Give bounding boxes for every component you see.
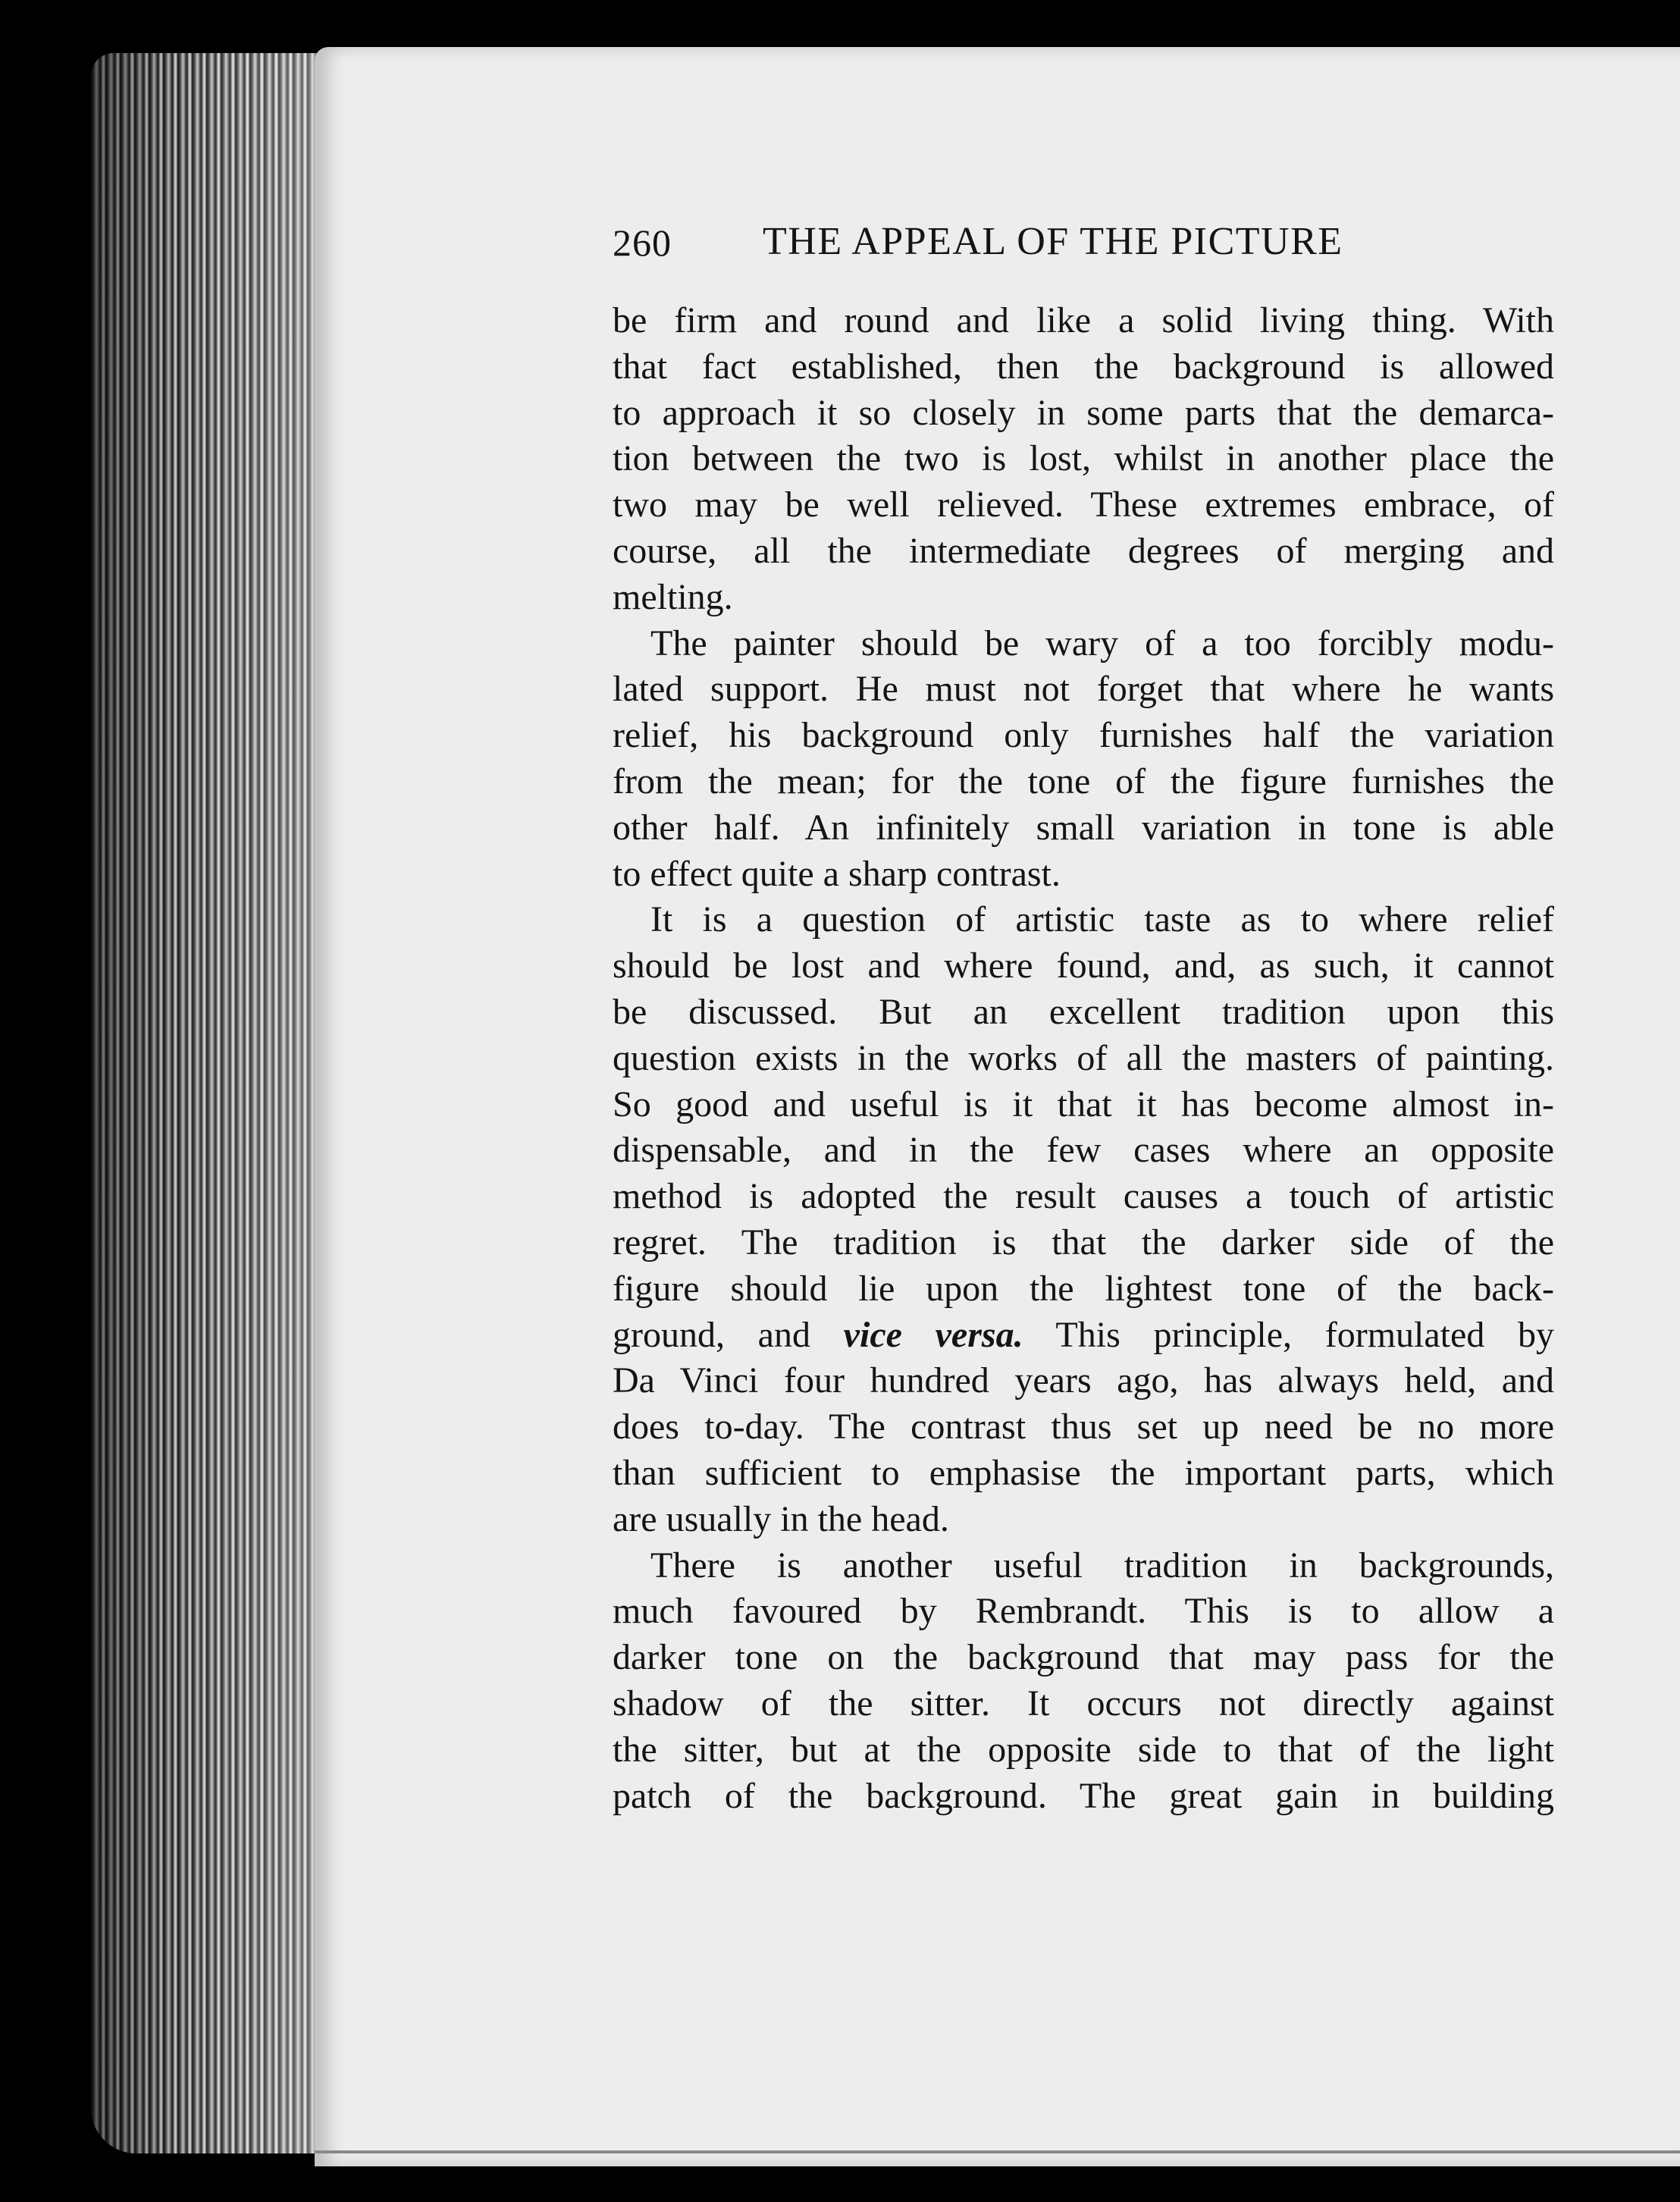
paragraph-1 — [613, 298, 1554, 621]
text-line: There is another useful tradition in backgrounds, — [650, 1545, 1554, 1586]
text-line: that fact established, then the background is allowed — [613, 346, 1554, 387]
running-head: THE APPEAL OF THE PICTURE — [763, 220, 1343, 263]
text-line: than sufficient to emphasise the important parts, which — [613, 1452, 1554, 1493]
text-line: method is adopted the result causes a touch of artistic — [613, 1176, 1554, 1217]
text-line: It is a question of artistic taste as to where relief — [650, 899, 1554, 940]
text-line: to effect quite a sharp contrast. — [613, 853, 1061, 894]
text-line: regret. The tradition is that the darker side of the — [613, 1222, 1554, 1263]
paragraph-2 — [613, 621, 1554, 898]
text-line: dispensable, and in the few cases where an opposite — [613, 1130, 1554, 1171]
page-header — [613, 216, 1399, 277]
book-page-edges — [91, 53, 326, 2153]
page-bottom-edge — [315, 2150, 1680, 2153]
paragraph-3 — [613, 897, 1554, 1542]
text-line: shadow of the sitter. It occurs not directly against — [613, 1683, 1554, 1724]
text-line: So good and useful is it that it has become almost in- — [613, 1084, 1554, 1125]
text-line: does to-day. The contrast thus set up need be no more — [613, 1407, 1554, 1448]
text-line: be firm and round and like a solid living thing. With — [613, 300, 1554, 340]
text-line: melting. — [613, 576, 733, 617]
text-line: are usually in the head. — [613, 1498, 949, 1539]
text-line: The painter should be wary of a too forcibly modu- — [650, 623, 1554, 663]
text-line: darker tone on the background that may pass for the — [613, 1637, 1554, 1678]
text-run: This principle, formulated by — [1023, 1314, 1555, 1355]
text-line: patch of the background. The great gain in building — [613, 1775, 1554, 1816]
text-line: the sitter, but at the opposite side to that of the light — [613, 1729, 1554, 1770]
italic-phrase: vice versa. — [843, 1314, 1023, 1355]
text-line: question exists in the works of all the masters of painting. — [613, 1037, 1554, 1078]
text-line: from the mean; for the tone of the figure furnishes the — [613, 761, 1554, 801]
text-line: course, all the intermediate degrees of merging and — [613, 530, 1554, 571]
text-line: tion between the two is lost, whilst in another place the — [613, 438, 1554, 479]
text-line: figure should lie upon the lightest tone of the back- — [613, 1268, 1554, 1309]
text-line: to approach it so closely in some parts that the demarca- — [613, 392, 1554, 433]
paragraph-4 — [613, 1543, 1554, 1820]
text-line: two may be well relieved. These extremes embrace, of — [613, 485, 1554, 525]
text-line: much favoured by Rembrandt. This is to allow a — [613, 1591, 1554, 1632]
text-line: should be lost and where found, and, as such, it cannot — [613, 946, 1554, 987]
page-number: 260 — [613, 221, 672, 264]
text-run: ground, and — [613, 1314, 844, 1355]
text-line: lated support. He must not forget that where he wants — [613, 669, 1554, 710]
text-line-with-italic — [613, 1313, 1554, 1359]
text-line: be discussed. But an excellent tradition upon this — [613, 991, 1554, 1032]
text-line: other half. An infinitely small variation in tone is able — [613, 807, 1554, 848]
body-text — [613, 298, 1554, 1819]
text-line: relief, his background only furnishes half the variation — [613, 715, 1554, 756]
text-line: Da Vinci four hundred years ago, has always held, and — [613, 1360, 1554, 1401]
